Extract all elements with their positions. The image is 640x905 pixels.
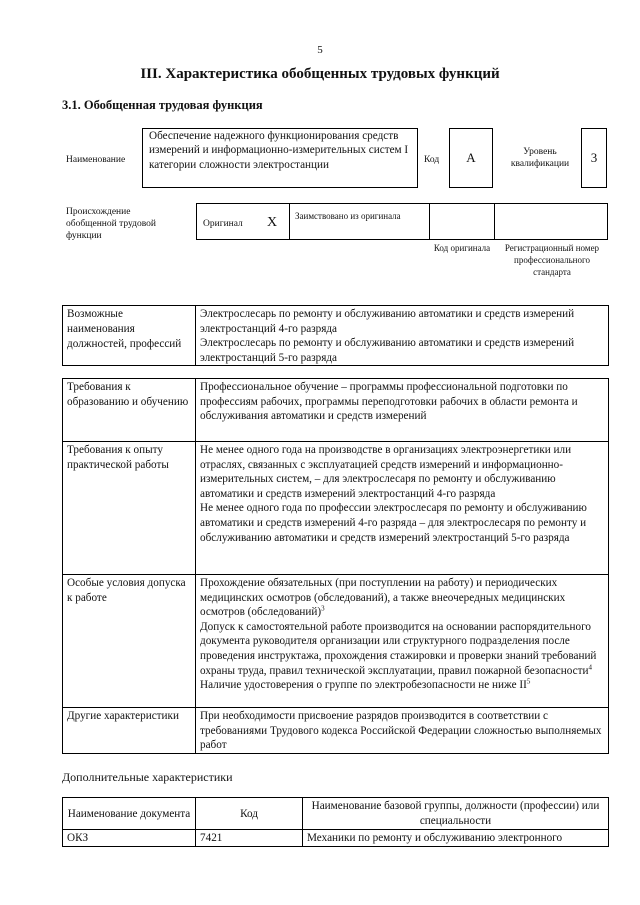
subsection-title: 3.1. Обобщенная трудовая функция bbox=[62, 98, 263, 112]
name-label: Наименование bbox=[66, 155, 126, 165]
function-name-value: Обеспечение надежного функционирования средств измерений и информационно-измерительных систем I категории сложности электростанции bbox=[149, 130, 409, 171]
experience-text: Не менее одного года по профессии электрослесаря по ремонту и обслуживанию автоматики и средств измерений 4-го разряда – для электрослесаря по ремонту и обслуживанию автоматики и средств измерений электростанций 5-го разряда bbox=[200, 502, 587, 544]
level-value-box bbox=[581, 128, 607, 188]
experience-text: Не менее одного года на производстве в организациях электроэнергетики или отраслях, связанных с эксплуатацией средств измерений и информационно-измерительных систем, – для электрослесаря по ремонту и обслуживанию автоматики и средств измерений электростанций 4-го разряда bbox=[200, 444, 572, 500]
code-value: А bbox=[466, 150, 476, 165]
footnote-mark: 4 bbox=[588, 662, 592, 671]
code-label: Код bbox=[424, 155, 440, 165]
table-cell: Механики по ремонту и обслуживанию электронного bbox=[303, 830, 609, 847]
positions-row bbox=[63, 306, 609, 366]
table-cell: ОКЗ bbox=[63, 830, 196, 847]
code-original-caption: Код оригинала bbox=[433, 243, 491, 253]
section-title: III. Характеристика обобщенных трудовых функций bbox=[140, 66, 500, 82]
code-value-box bbox=[449, 128, 493, 188]
additional-title: Дополнительные характеристики bbox=[62, 770, 233, 784]
admission-text bbox=[200, 678, 604, 693]
other-label: Другие характеристики bbox=[63, 708, 196, 754]
positions-table bbox=[62, 305, 609, 366]
admission-text-main: Наличие удостоверения о группе по электробезопасности не ниже II bbox=[200, 679, 527, 692]
borrowed-label: Заимствовано из оригинала bbox=[295, 211, 401, 221]
admission-content bbox=[196, 575, 609, 708]
education-text: Профессиональное обучение – программы профессиональной подготовки по профессиям рабочих, программы переподготовки рабочих в области ремонта и обслуживания автоматики и средств измерений bbox=[200, 381, 578, 423]
positions-label: Возможные наименования должностей, профессий bbox=[63, 306, 196, 366]
origin-table bbox=[196, 203, 608, 240]
level-value: 3 bbox=[590, 150, 598, 165]
footnote-mark: 5 bbox=[526, 677, 531, 686]
position-item: Электрослесарь по ремонту и обслуживанию автоматики и средств измерений электростанций 4-го разряда bbox=[200, 308, 575, 335]
education-label: Требования к образованию и обучению bbox=[63, 379, 196, 442]
origin-label: Происхождение обобщенной трудовой функции bbox=[66, 207, 156, 241]
requirement-row bbox=[63, 379, 609, 442]
origin-divider-2 bbox=[429, 204, 430, 240]
requirement-row bbox=[63, 442, 609, 575]
other-text: При необходимости присвоение разрядов производится в соответствии с требованиями Трудового кодекса Российской Федерации сложностью выполняемых работ bbox=[200, 710, 602, 752]
table-row bbox=[63, 830, 609, 847]
admission-text bbox=[200, 620, 604, 678]
column-header: Наименование документа bbox=[63, 798, 196, 830]
requirement-row bbox=[63, 575, 609, 708]
reg-number-caption: Регистрационный номер профессионального стандарта bbox=[504, 243, 600, 277]
positions-list bbox=[196, 306, 609, 366]
original-mark: X bbox=[267, 215, 278, 230]
admission-label: Особые условия допуска к работе bbox=[63, 575, 196, 708]
requirements-table bbox=[62, 378, 609, 754]
admission-text-main: Прохождение обязательных (при поступлении на работу) и периодических медицинских осмотров (обследований), а также внеочередных медицинских осмотров (обследований) bbox=[200, 577, 566, 619]
function-name-box bbox=[142, 128, 418, 188]
admission-text bbox=[200, 576, 604, 620]
education-content bbox=[196, 379, 609, 442]
table-cell: 7421 bbox=[196, 830, 303, 847]
experience-label: Требования к опыту практической работы bbox=[63, 442, 196, 575]
position-item: Электрослесарь по ремонту и обслуживанию автоматики и средств измерений электростанций 5-го разряда bbox=[200, 337, 575, 364]
requirement-row bbox=[63, 708, 609, 754]
column-header: Код bbox=[196, 798, 303, 830]
additional-table bbox=[62, 797, 609, 847]
level-label: Уровень квалификации bbox=[510, 147, 570, 169]
footnote-mark: 3 bbox=[321, 604, 325, 613]
page-number: 5 bbox=[317, 44, 323, 56]
column-header: Наименование базовой группы, должности (профессии) или специальности bbox=[303, 798, 609, 830]
original-label: Оригинал bbox=[203, 219, 243, 229]
other-content bbox=[196, 708, 609, 754]
additional-header-row bbox=[63, 798, 609, 830]
admission-text-main: Допуск к самостоятельной работе производится на основании распорядительного документа руководителя организации или структурного подразделения после проведения инструктажа, прохождения стажировки и проверки знаний требований охраны труда, правил технической эксплуатации, правил пожарной безопасности bbox=[200, 620, 597, 677]
origin-divider-3 bbox=[494, 204, 495, 240]
experience-content bbox=[196, 442, 609, 575]
origin-divider-1 bbox=[289, 204, 290, 240]
